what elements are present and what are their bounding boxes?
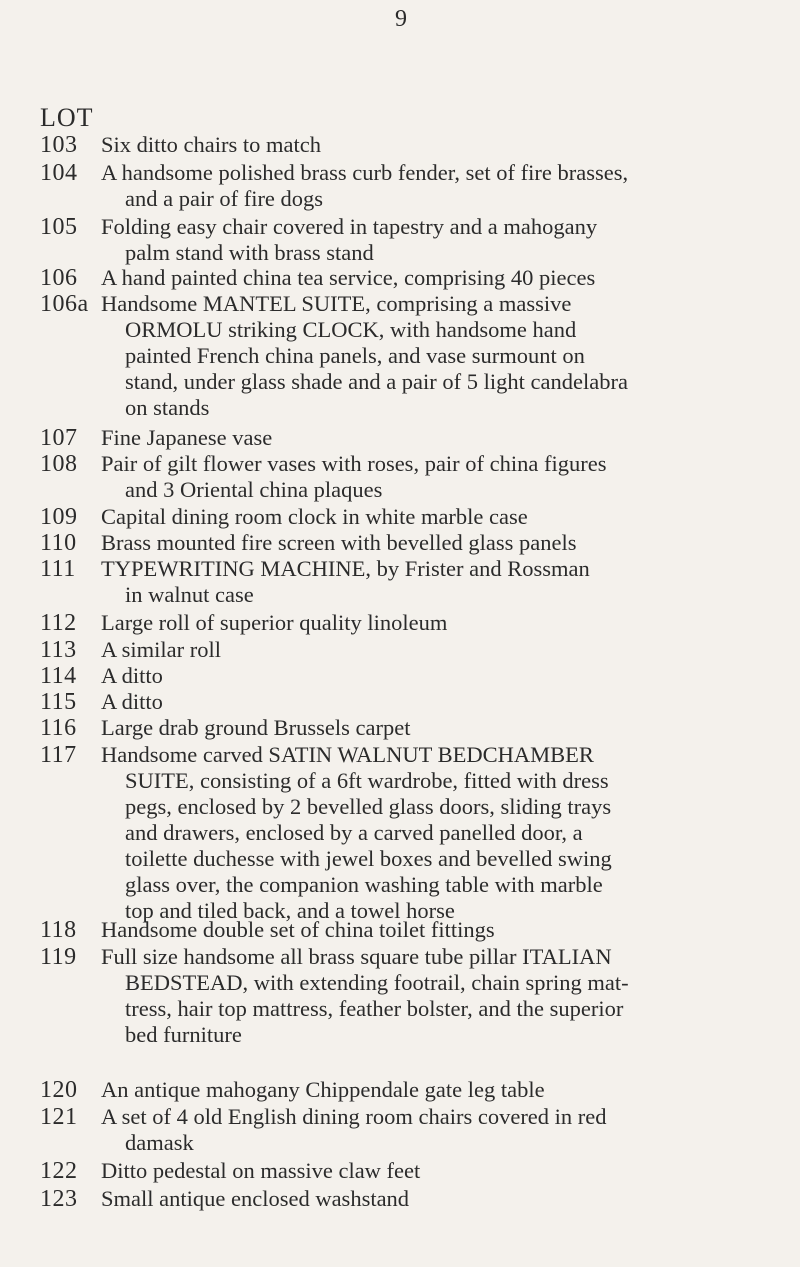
lot-description bbox=[101, 132, 769, 158]
lot-number: 112 bbox=[40, 610, 77, 636]
page-number: 9 bbox=[395, 6, 407, 32]
lot-description-line: stand, under glass shade and a pair of 5 light candelabra bbox=[125, 369, 628, 394]
lot-number: 105 bbox=[40, 214, 78, 240]
lot-description bbox=[101, 556, 769, 608]
lot-description-line: A ditto bbox=[101, 663, 163, 688]
lot-column-header: LOT bbox=[40, 103, 94, 132]
lot-description bbox=[101, 1077, 769, 1103]
lot-description bbox=[101, 1104, 769, 1156]
lot-description bbox=[101, 917, 769, 943]
lot-number: 117 bbox=[40, 742, 77, 768]
lot-description-line: A ditto bbox=[101, 689, 163, 714]
lot-number: 116 bbox=[40, 715, 77, 741]
lot-description-line: Handsome carved SATIN WALNUT BEDCHAMBER bbox=[101, 742, 594, 767]
lot-description-line: in walnut case bbox=[125, 582, 254, 607]
lot-description-line: A similar roll bbox=[101, 637, 221, 662]
lot-description-line: pegs, enclosed by 2 bevelled glass doors, sliding trays bbox=[125, 794, 612, 819]
lot-description-line: Six ditto chairs to match bbox=[101, 132, 321, 157]
lot-description-line: top and tiled back, and a towel horse bbox=[125, 898, 455, 923]
lot-description-line: BEDSTEAD, with extending footrail, chain spring mat- bbox=[125, 970, 629, 995]
lot-description bbox=[101, 451, 769, 503]
lot-number: 111 bbox=[40, 556, 76, 582]
lot-number: 107 bbox=[40, 425, 78, 451]
lot-number: 120 bbox=[40, 1077, 78, 1103]
lot-description-line: Fine Japanese vase bbox=[101, 425, 273, 450]
lot-description-line: Capital dining room clock in white marble case bbox=[101, 504, 528, 529]
lot-description bbox=[101, 715, 769, 741]
lot-description bbox=[101, 530, 769, 556]
lot-description-line: Large roll of superior quality linoleum bbox=[101, 610, 448, 635]
lot-description bbox=[101, 504, 769, 530]
lot-description-line: A set of 4 old English dining room chairs covered in red bbox=[101, 1104, 607, 1129]
lot-description-line: ORMOLU striking CLOCK, with handsome hand bbox=[125, 317, 577, 342]
lot-description-line: Handsome MANTEL SUITE, comprising a massive bbox=[101, 291, 572, 316]
lot-description bbox=[101, 425, 769, 451]
lot-description-line: and drawers, enclosed by a carved panelled door, a bbox=[125, 820, 583, 845]
lot-number: 121 bbox=[40, 1104, 78, 1130]
lot-description-line: Ditto pedestal on massive claw feet bbox=[101, 1158, 421, 1183]
lot-description bbox=[101, 291, 769, 421]
lot-description-line: bed furniture bbox=[125, 1022, 242, 1047]
lot-description bbox=[101, 944, 769, 1048]
lot-description-line: palm stand with brass stand bbox=[125, 240, 374, 265]
lot-description bbox=[101, 214, 769, 266]
lot-number: 114 bbox=[40, 663, 77, 689]
lot-number: 108 bbox=[40, 451, 78, 477]
lot-description-line: toilette duchesse with jewel boxes and bevelled swing bbox=[125, 846, 612, 871]
lot-description-line: and 3 Oriental china plaques bbox=[125, 477, 383, 502]
lot-description-line: Large drab ground Brussels carpet bbox=[101, 715, 411, 740]
lot-description-line: damask bbox=[125, 1130, 194, 1155]
lot-number: 122 bbox=[40, 1158, 78, 1184]
lot-description bbox=[101, 637, 769, 663]
lot-description-line: TYPEWRITING MACHINE, by Frister and Rossman bbox=[101, 556, 590, 581]
lot-description-line: Folding easy chair covered in tapestry and a mahogany bbox=[101, 214, 598, 239]
lot-number: 104 bbox=[40, 160, 78, 186]
lot-description-line: glass over, the companion washing table with marble bbox=[125, 872, 603, 897]
lot-number: 113 bbox=[40, 637, 77, 663]
lot-description-line: Small antique enclosed washstand bbox=[101, 1186, 410, 1211]
lot-number: 118 bbox=[40, 917, 77, 943]
lot-description-line: A handsome polished brass curb fender, set of fire brasses, bbox=[101, 160, 629, 185]
lot-description-line: on stands bbox=[125, 395, 210, 420]
lot-number: 103 bbox=[40, 132, 78, 158]
lot-description bbox=[101, 160, 769, 212]
lot-number: 106a bbox=[40, 291, 89, 317]
lot-description-line: tress, hair top mattress, feather bolster, and the superior bbox=[125, 996, 624, 1021]
lot-number: 110 bbox=[40, 530, 77, 556]
lot-description-line: A hand painted china tea service, comprising 40 pieces bbox=[101, 265, 596, 290]
lot-description bbox=[101, 610, 769, 636]
lot-description bbox=[101, 1158, 769, 1184]
lot-description-line: SUITE, consisting of a 6ft wardrobe, fitted with dress bbox=[125, 768, 609, 793]
lot-description-line: An antique mahogany Chippendale gate leg table bbox=[101, 1077, 545, 1102]
lot-number: 119 bbox=[40, 944, 77, 970]
lot-description bbox=[101, 742, 769, 924]
lot-description-line: and a pair of fire dogs bbox=[125, 186, 324, 211]
lot-description-line: painted French china panels, and vase surmount on bbox=[125, 343, 585, 368]
lot-description-line: Full size handsome all brass square tube pillar ITALIAN bbox=[101, 944, 612, 969]
lot-description-line: Brass mounted fire screen with bevelled glass panels bbox=[101, 530, 577, 555]
lot-number: 115 bbox=[40, 689, 77, 715]
lot-number: 109 bbox=[40, 504, 78, 530]
lot-description bbox=[101, 1186, 769, 1212]
lot-description-line: Handsome double set of china toilet fittings bbox=[101, 917, 495, 942]
lot-description bbox=[101, 689, 769, 715]
lot-number: 106 bbox=[40, 265, 78, 291]
lot-description bbox=[101, 663, 769, 689]
lot-description-line: Pair of gilt flower vases with roses, pair of china figures bbox=[101, 451, 607, 476]
lot-number: 123 bbox=[40, 1186, 78, 1212]
lot-description bbox=[101, 265, 769, 291]
